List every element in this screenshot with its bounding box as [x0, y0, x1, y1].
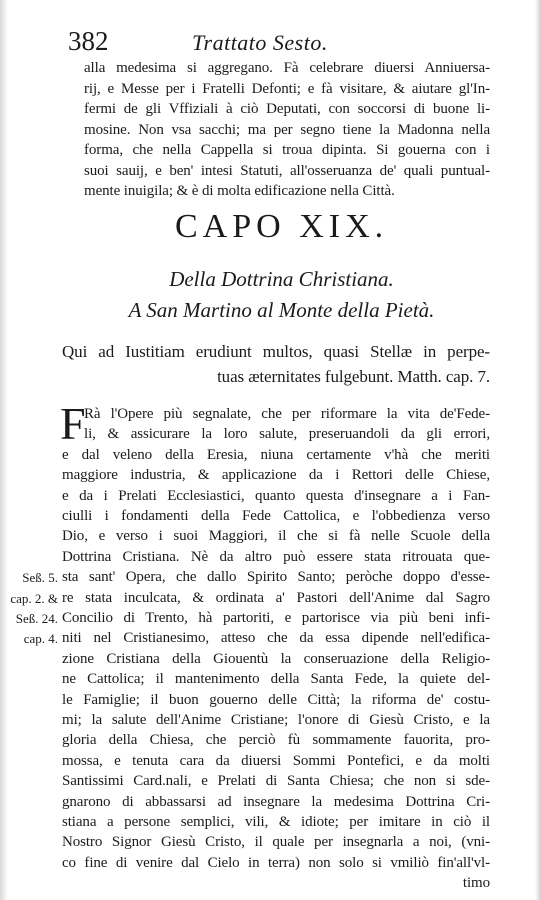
text-line: mente inuigila; & è di molta edificazione nella Città.: [84, 183, 395, 199]
drop-cap: F: [60, 398, 86, 449]
text-line: Dottrina Cristiana. Nè da altro può essere stata ritrouata que-: [62, 548, 490, 565]
text-line: mosine. Non vsa sacchi; ma per segno tiene la Madonna nella: [84, 121, 490, 138]
page-gutter-shadow: [0, 0, 8, 900]
margin-note: Seß. 24.: [15, 611, 58, 626]
text-line: Santissimi Card.nali, e Prelati di Santa Chiesa; che non si sde-: [62, 773, 490, 790]
text-line: forma, che nella Cappella si troua dipinta. Si gouerna con i: [84, 142, 490, 158]
text-line: re stata inculcata, & ordinata a' Pastori dell'Anime dal Sagro: [62, 589, 490, 606]
text-line: e dal veleno della Eresia, niuna certamente v'hà che meriti: [62, 446, 490, 463]
chapter-subtitle: Della Dottrina Christiana.: [169, 267, 394, 291]
text-line: Rà l'Opere più segnalate, che per riformare la vita de'Fede-: [84, 406, 490, 422]
text-line: gloria della Chiesa, che perciò fù sommamente fauorita, pro-: [62, 732, 490, 749]
text-line: e da i Prelati Ecclesiastici, quanto questa d'insegnare a i Fan-: [62, 487, 490, 504]
epigraph-line: tuas æternitates fulgebunt. Matth. cap. 7.: [217, 367, 490, 386]
text-line: ne Cattolica; il mantenimento della Santa Fede, la quiete del-: [62, 671, 490, 688]
text-line: zione Cristiana della Giouentù la conseruazione della Religio-: [62, 650, 490, 667]
text-line: alla medesima si aggregano. Fà celebrare diuersi Anniuersa-: [84, 60, 490, 76]
text-line: Concilio di Trento, hà partoriti, e partorisce via più beni infi-: [62, 610, 490, 626]
text-line: fermi de gli Vffiziali à ciò Deputati, con soccorsi di buone li-: [84, 101, 490, 117]
chapter-heading: CAPO XIX.: [175, 208, 389, 245]
margin-note: cap. 4.: [23, 631, 58, 647]
text-line: rij, e Messe per i Fratelli Defonti; e fà visitare, & aiutare gl'In-: [84, 80, 490, 97]
page-number: 382: [68, 26, 109, 56]
text-line: ciulli i fondamenti della Fede Cattolica, e l'obbedienza verso: [62, 508, 490, 524]
text-line: stiana a persone semplici, vili, & idiote; per imitare in ciò il: [62, 814, 490, 830]
text-line: mi; la salute dell'Anime Cristiane; l'onore di Giesù Cristo, e la: [62, 712, 490, 728]
catchword: timo: [462, 875, 490, 892]
text-line: le Famiglie; il buon gouerno delle Città; la riforma de' costu-: [62, 691, 490, 708]
margin-note: Seß. 5.: [22, 570, 58, 586]
text-line: Nostro Signor Giesù Cristo, il quale per insegnarla a noi, (vni-: [62, 834, 490, 851]
text-line: li, & assicurare la loro salute, preseruandoli da gli errori,: [84, 426, 490, 443]
epigraph-line: Qui ad Iustitiam erudiunt multos, quasi Stellæ in perpe-: [62, 342, 490, 361]
text-line: sta sant' Opera, che dallo Spirito Santo; peròche doppo d'esse-: [62, 569, 490, 586]
text-line: mossa, e tenuta cara da diuersi Sommi Pontefici, e da molti: [62, 752, 490, 769]
text-line: maggiore industria, & applicazione da i Rettori delle Chiese,: [62, 467, 490, 484]
page-edge-shadow: [535, 0, 541, 900]
text-line: co fine di venire dal Cielo in terra) non solo si vmiliò fin'all'vl-: [62, 854, 490, 871]
running-title: Trattato Sesto.: [192, 30, 328, 55]
text-line: niti nel Cristianesimo, atteso che da essa dipende nell'edifica-: [62, 630, 490, 647]
margin-note: cap. 2. &: [10, 590, 58, 606]
text-line: Dio, e verso i suoi Maggiori, il che si fà nelle Scuole della: [62, 528, 490, 545]
text-line: suoi sauij, e ben' intesi Statuti, all'osseruanza de' quali puntual-: [84, 162, 490, 179]
chapter-location: A San Martino al Monte della Pietà.: [128, 298, 435, 322]
text-line: gnarono di abbassarsi ad insegnare la medesima Dottrina Cri-: [62, 793, 490, 810]
